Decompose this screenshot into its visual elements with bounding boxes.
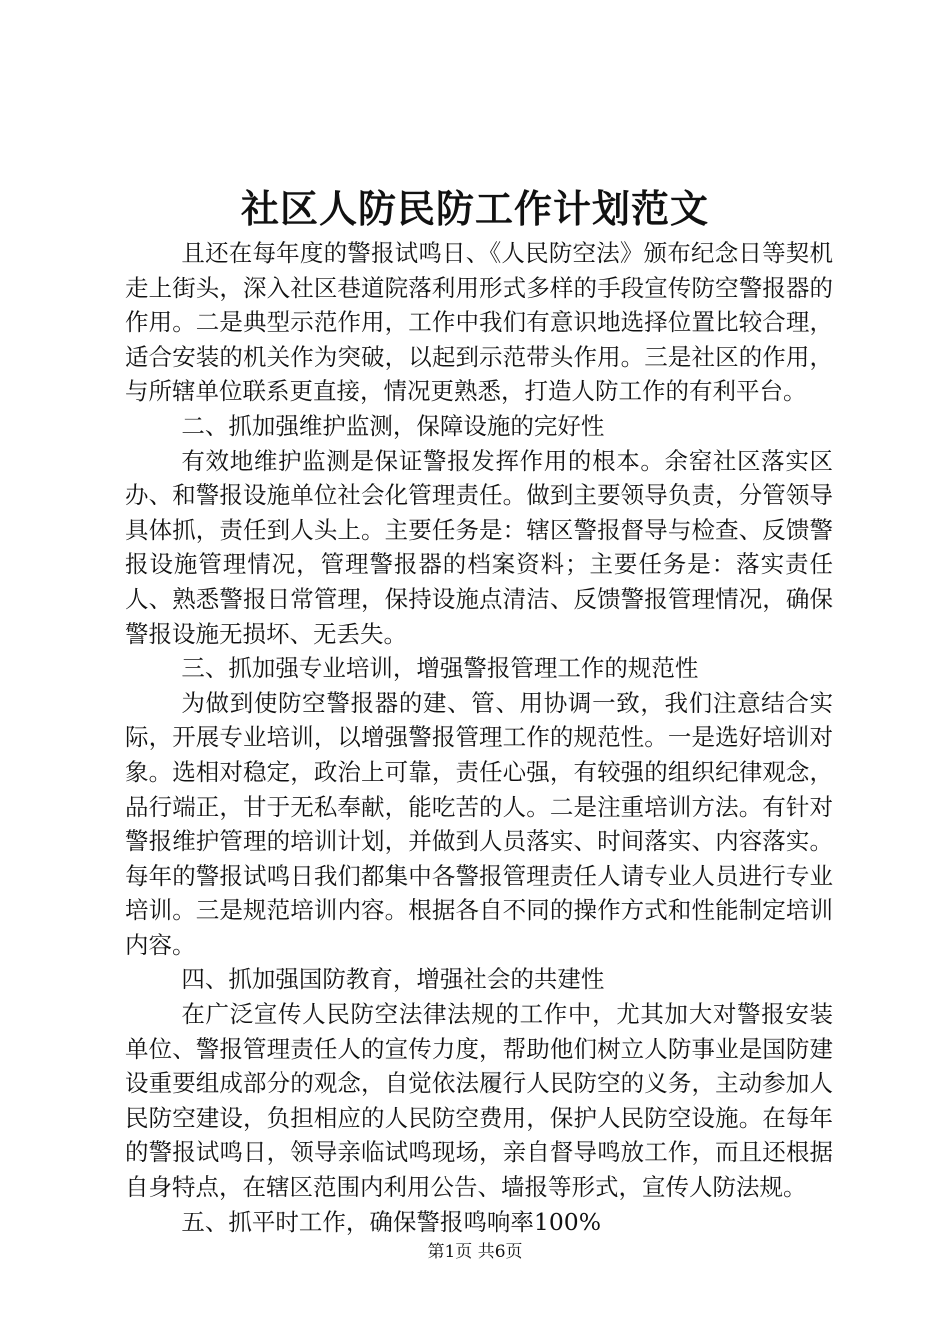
body-paragraph: 有效地维护监测是保证警报发挥作用的根本。余窑社区落实区办、和警报设施单位社会化管理责任。做到主要领导负责，分管领导具体抓，责任到人头上。主要任务是：辖区警报督导与检查、反馈警报设施管理情况，管理警报器的档案资料；主要任务是：落实责任人、熟悉警报日常管理，保持设施点清洁、反馈警报管理情况，确保警报设施无损坏、无丢失。 bbox=[125, 446, 833, 648]
section-heading: 四、抓加强国防教育，增强社会的共建性 bbox=[181, 965, 605, 994]
body-paragraph: 且还在每年度的警报试鸣日、《人民防空法》颁布纪念日等契机走上街头，深入社区巷道院落利用形式多样的手段宣传防空警报器的作用。二是典型示范作用，工作中我们有意识地选择位置比较合理，适合安装的机关作为突破，以起到示范带头作用。三是社区的作用，与所辖单位联系更直接，情况更熟悉，打造人防工作的有利平台。 bbox=[125, 239, 833, 406]
page-number: 第1页 共6页 bbox=[427, 1242, 523, 1262]
section-heading: 三、抓加强专业培训，增强警报管理工作的规范性 bbox=[181, 654, 699, 683]
document-body bbox=[125, 236, 833, 1239]
body-paragraph: 为做到使防空警报器的建、管、用协调一致，我们注意结合实际，开展专业培训，以增强警报管理工作的规范性。一是选好培训对象。选相对稳定，政治上可靠，责任心强，有较强的组织纪律观念，品行端正，甘于无私奉献，能吃苦的人。二是注重培训方法。有针对警报维护管理的培训计划，并做到人员落实、时间落实、内容落实。每年的警报试鸣日我们都集中各警报管理责任人请专业人员进行专业培训。三是规范培训内容。根据各自不同的操作方式和性能制定培训内容。 bbox=[125, 688, 833, 959]
body-paragraph: 在广泛宣传人民防空法律法规的工作中，尤其加大对警报安装单位、警报管理责任人的宣传力度，帮助他们树立人防事业是国防建设重要组成部分的观念，自觉依法履行人民防空的义务，主动参加人民防空建设，负担相应的人民防空费用，保护人民防空设施。在每年的警报试鸣日，领导亲临试鸣现场，亲自督导鸣放工作，而且还根据自身特点，在辖区范围内利用公告、墙报等形式，宣传人防法规。 bbox=[125, 1000, 833, 1202]
document-title: 社区人防民防工作计划范文 bbox=[240, 186, 709, 231]
section-heading: 二、抓加强维护监测，保障设施的完好性 bbox=[181, 411, 605, 440]
section-heading: 五、抓平时工作，确保警报鸣响率100% bbox=[181, 1207, 602, 1236]
